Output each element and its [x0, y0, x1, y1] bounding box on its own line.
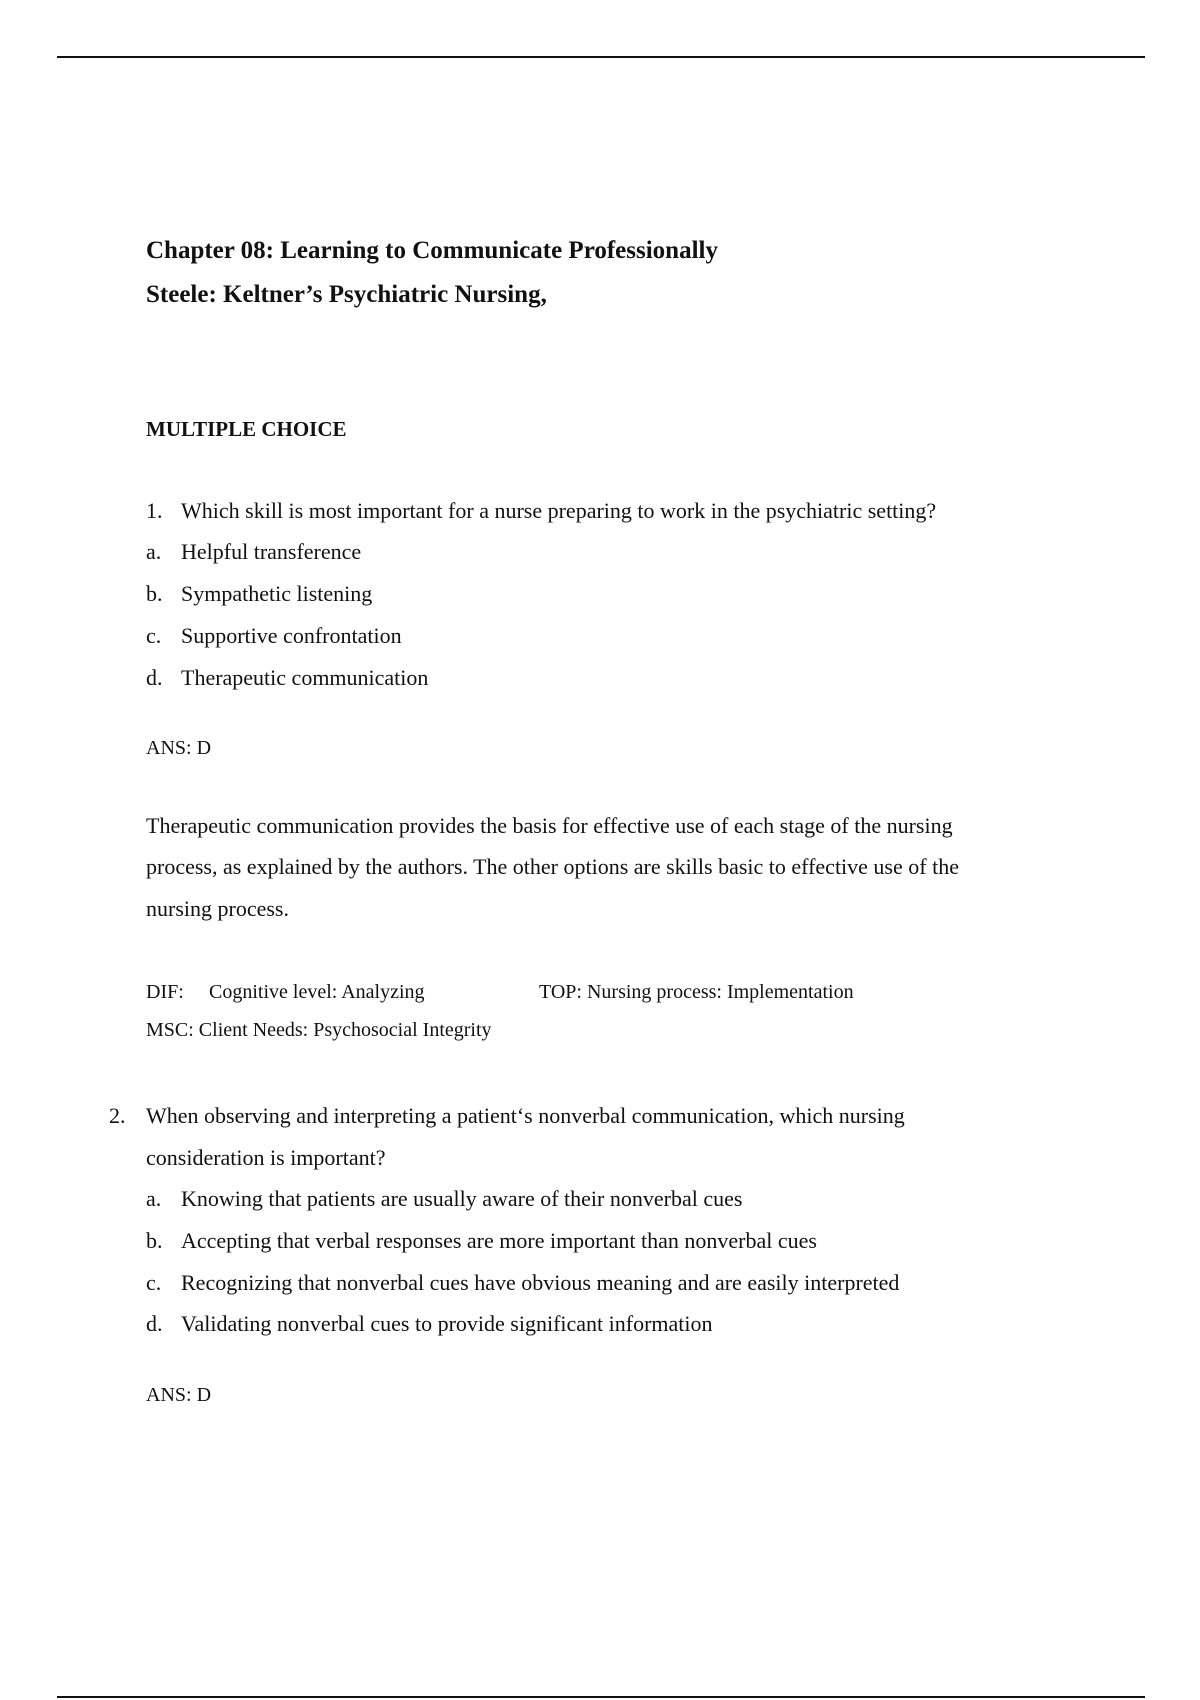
option-letter: b. — [146, 581, 163, 606]
option-letter: a. — [146, 1186, 162, 1211]
topic-tag: TOP: Nursing process: Implementation — [539, 981, 854, 1003]
rationale-line: nursing process. — [146, 896, 289, 921]
option-text: Supportive confrontation — [181, 623, 402, 648]
question-number: 2. — [109, 1103, 126, 1128]
section-heading: MULTIPLE CHOICE — [146, 417, 347, 441]
option-letter: c. — [146, 1270, 162, 1295]
option-letter: d. — [146, 1311, 163, 1336]
rationale-line: Therapeutic communication provides the basis for effective use of each stage of the nursing — [146, 813, 953, 838]
option-text: Therapeutic communication — [181, 665, 429, 690]
option-letter: d. — [146, 665, 163, 690]
book-title: Steele: Keltner’s Psychiatric Nursing, — [146, 281, 547, 308]
option-text: Sympathetic listening — [181, 581, 373, 606]
page-bottom-rule — [57, 1696, 1145, 1698]
answer-key: ANS: D — [146, 1384, 212, 1406]
rationale-line: process, as explained by the authors. The other options are skills basic to effective use of the — [146, 854, 959, 879]
option-text: Accepting that verbal responses are more important than nonverbal cues — [181, 1228, 817, 1253]
difficulty-label: DIF: — [146, 981, 184, 1003]
option-letter: b. — [146, 1228, 163, 1253]
question-number: 1. — [146, 498, 163, 523]
difficulty-value: Cognitive level: Analyzing — [209, 981, 425, 1003]
client-needs-tag: MSC: Client Needs: Psychosocial Integrity — [146, 1019, 492, 1041]
option-letter: a. — [146, 539, 162, 564]
option-text: Validating nonverbal cues to provide significant information — [181, 1311, 713, 1336]
option-text: Helpful transference — [181, 539, 362, 564]
question-stem: Which skill is most important for a nurse preparing to work in the psychiatric setting? — [181, 498, 937, 523]
page-top-rule — [57, 56, 1145, 58]
answer-key: ANS: D — [146, 737, 212, 759]
option-letter: c. — [146, 623, 162, 648]
chapter-title: Chapter 08: Learning to Communicate Professionally — [146, 237, 718, 264]
question-stem: consideration is important? — [146, 1145, 386, 1170]
option-text: Knowing that patients are usually aware of their nonverbal cues — [181, 1186, 743, 1211]
question-stem: When observing and interpreting a patient‘s nonverbal communication, which nursing — [146, 1103, 905, 1128]
option-text: Recognizing that nonverbal cues have obvious meaning and are easily interpreted — [181, 1270, 900, 1295]
